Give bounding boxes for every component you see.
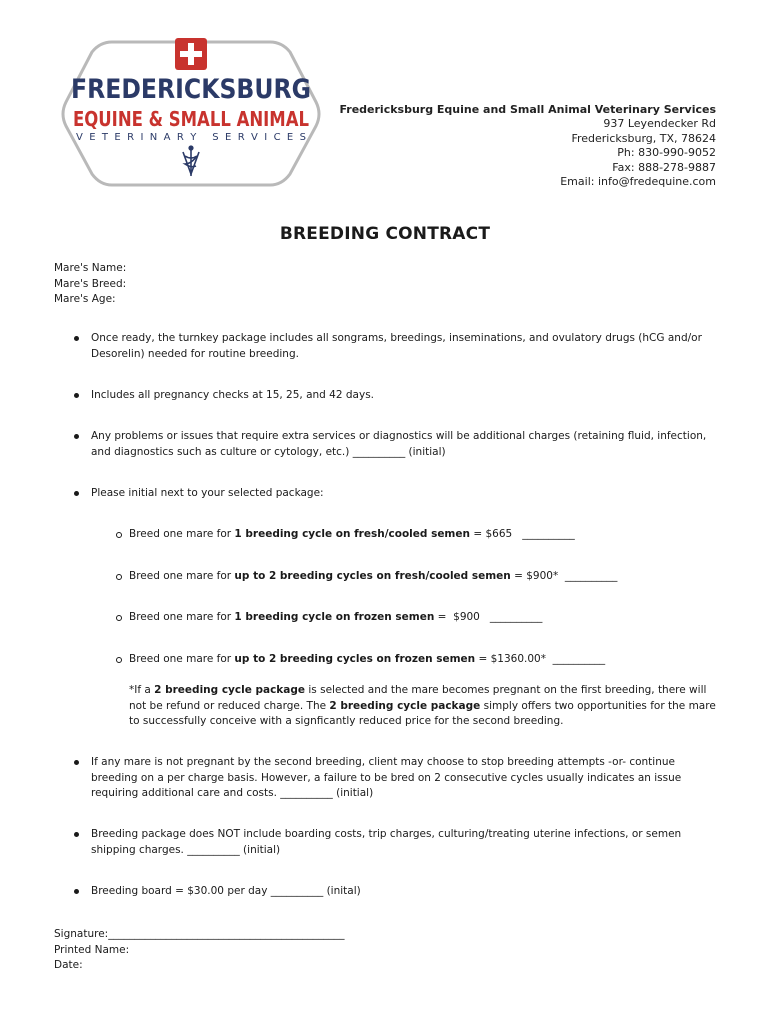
package-term: 1 breeding cycle on fresh/cooled semen xyxy=(234,528,470,540)
package-option xyxy=(129,652,719,668)
mare-fields xyxy=(54,261,126,308)
package-prefix: Breed one mare for xyxy=(129,653,235,665)
clinic-phone: Ph: 830-990-9052 xyxy=(617,146,716,160)
mare-name-field: Mare's Name: xyxy=(54,262,127,274)
mare-age-field: Mare's Age: xyxy=(54,293,116,306)
list-item: Any problems or issues that require extra services or diagnostics will be additional charges (retaining fluid, infection, and diagnostics such as culture or cytology, etc.) __________ (initial) xyxy=(91,429,721,460)
list-item: If any mare is not pregnant by the second breeding, client may choose to stop breeding attempts -or- continue breeding on a per charge basis. However, a failure to be bred on 2 consecutive cycles usually indicates an issue requiring additional care and costs. __________ (initial) xyxy=(91,755,721,802)
package-term: up to 2 breeding cycles on fresh/cooled semen xyxy=(234,570,511,582)
package-suffix: = $665 __________ xyxy=(469,528,575,540)
clinic-name: Fredericksburg Equine and Small Animal Veterinary Services xyxy=(339,103,716,116)
note-bold: 2 breeding cycle package xyxy=(154,684,306,696)
list-item: Once ready, the turnkey package includes all songrams, breedings, inseminations, and ovulatory drugs (hCG and/or Desorelin) needed for routine breeding. xyxy=(91,331,721,362)
list-item: Breeding package does NOT include boarding costs, trip charges, culturing/treating uterine infections, or semen shipping charges. __________ (initial) xyxy=(91,827,721,858)
package-option xyxy=(129,569,719,585)
package-suffix: = $900 __________ xyxy=(434,611,543,623)
clinic-contact-block xyxy=(339,103,716,189)
date-line: Date: xyxy=(54,959,83,972)
document-title: BREEDING CONTRACT xyxy=(279,224,491,244)
signature-line: Signature:_____________________________________________ xyxy=(54,928,345,940)
package-note xyxy=(129,683,719,730)
clinic-street: 937 Leyendecker Rd xyxy=(603,117,716,131)
logo-cross-icon xyxy=(175,38,207,70)
package-suffix: = $1360.00* __________ xyxy=(475,653,606,665)
logo-line3: V E T E R I N A R Y S E R V I C E S xyxy=(76,132,306,143)
package-term: up to 2 breeding cycles on frozen semen xyxy=(234,653,476,665)
clinic-logo xyxy=(60,36,322,191)
clinic-fax: Fax: 888-278-9887 xyxy=(612,160,716,174)
mare-breed-field: Mare's Breed: xyxy=(54,277,127,290)
list-item: Breeding board = $30.00 per day __________ (inital) xyxy=(91,884,721,900)
package-prefix: Breed one mare for xyxy=(129,570,235,582)
package-option xyxy=(129,610,719,626)
list-item: Includes all pregnancy checks at 15, 25, and 42 days. xyxy=(91,388,721,404)
logo-line2: EQUINE & SMALL ANIMAL xyxy=(73,107,310,131)
package-prefix: Breed one mare for xyxy=(129,611,235,623)
list-item: Please initial next to your selected package: xyxy=(91,486,721,502)
note-text: is selected and the mare becomes pregnant on the first breeding, there will not be refund or reduced charge. The xyxy=(129,684,707,712)
printed-name-line: Printed Name: xyxy=(54,943,130,956)
clinic-email: Email: info@fredequine.com xyxy=(560,175,716,189)
signature-block xyxy=(54,927,344,974)
note-bold: 2 breeding cycle package xyxy=(329,699,481,712)
clinic-city: Fredericksburg, TX, 78624 xyxy=(571,131,716,145)
package-term: 1 breeding cycle on frozen semen xyxy=(234,611,435,623)
logo-line1: FREDERICKSBURG xyxy=(71,74,311,105)
package-suffix: = $900* __________ xyxy=(510,570,618,582)
package-option xyxy=(129,527,719,543)
note-text: *If a xyxy=(129,684,155,696)
note-text: simply offers two opportunities for the mare to successfully conceive with a signficantly reduced price for the second breeding. xyxy=(129,699,716,727)
package-prefix: Breed one mare for xyxy=(129,528,235,540)
